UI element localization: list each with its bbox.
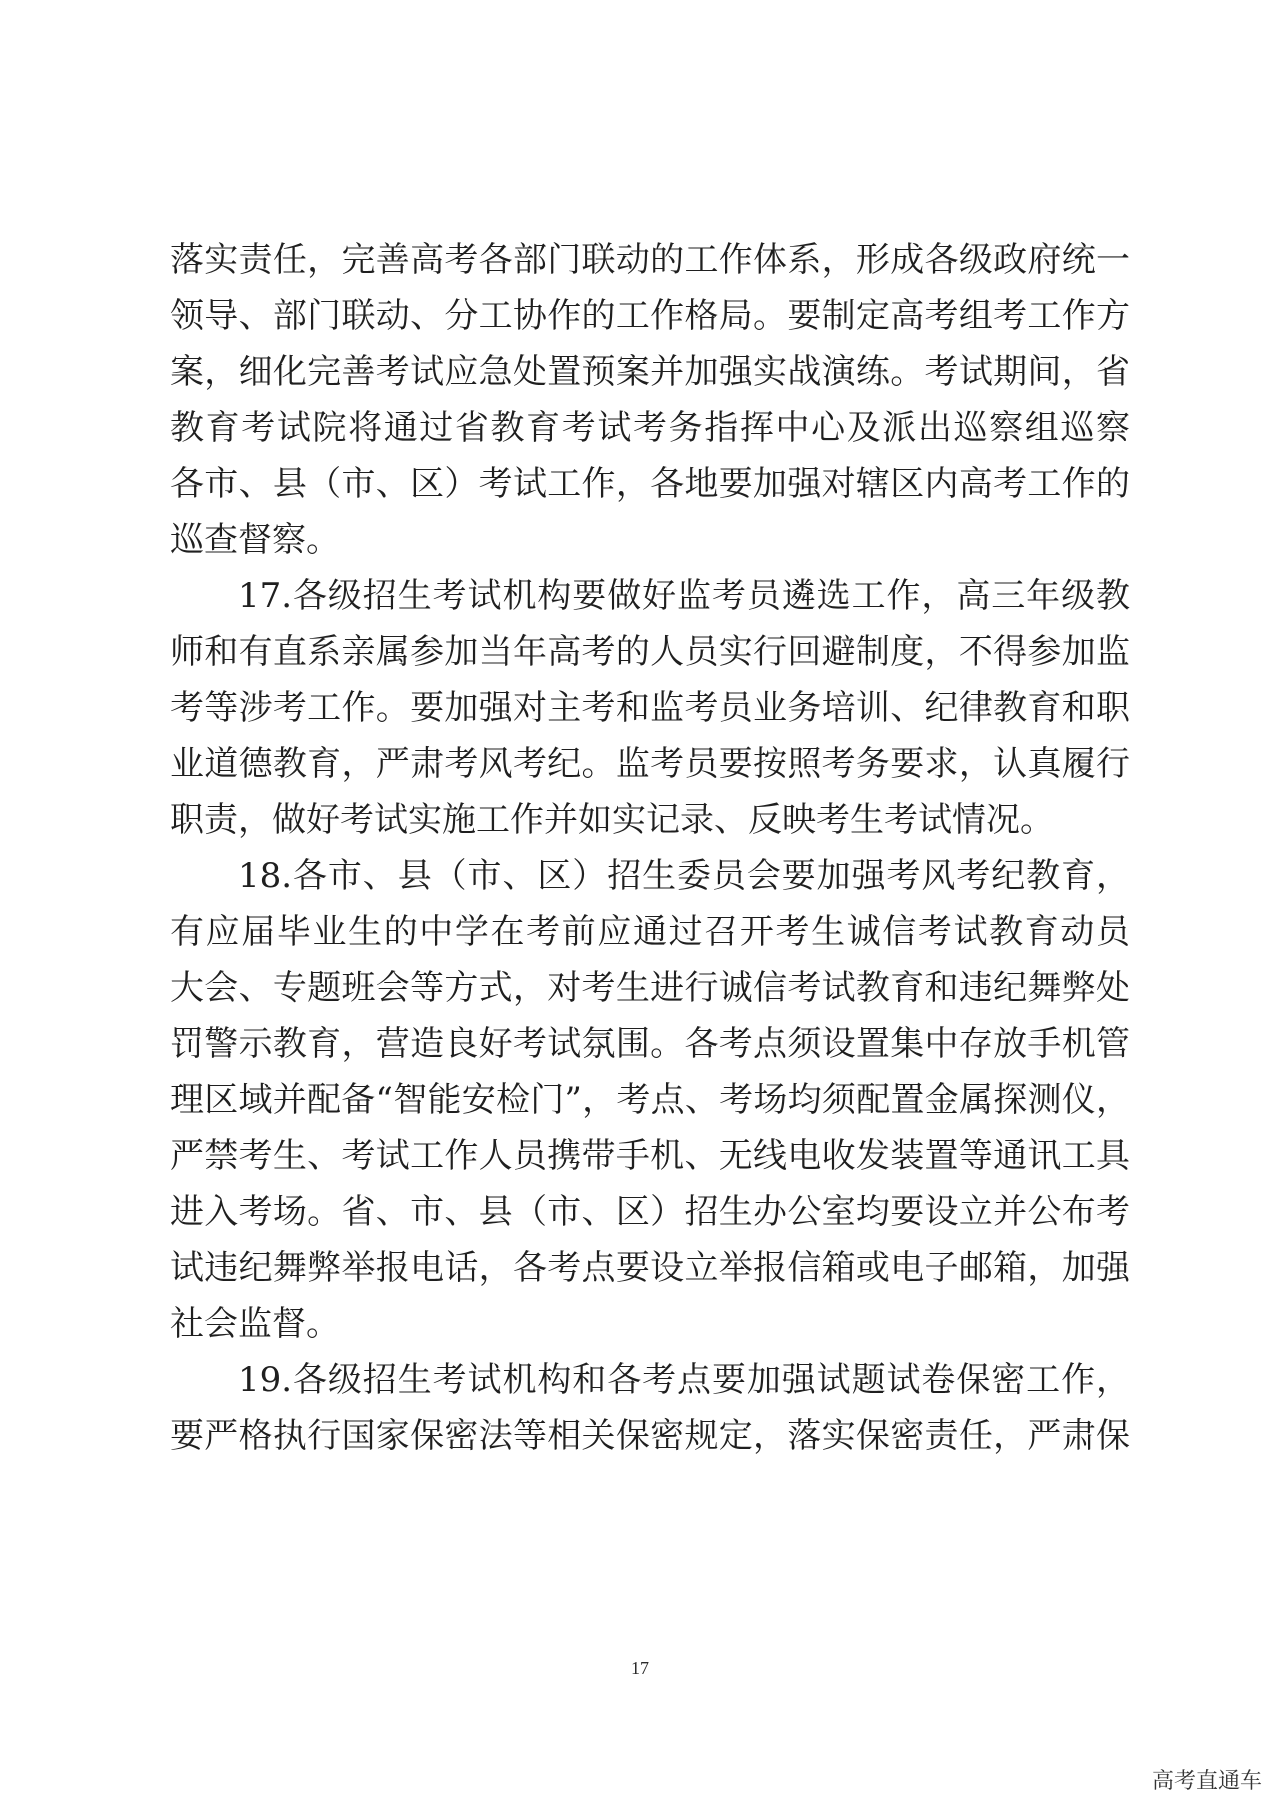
text-line: 师和有直系亲属参加当年高考的人员实行回避制度，不得参加监 xyxy=(170,632,1130,672)
text-line: 要严格执行国家保密法等相关保密规定，落实保密责任，严肃保 xyxy=(170,1416,1130,1456)
watermark: 高考直通车 xyxy=(1151,1769,1262,1794)
text-line: 考等涉考工作。要加强对主考和监考员业务培训、纪律教育和职 xyxy=(170,688,1130,728)
text-line: 巡查督察。 xyxy=(170,520,340,560)
paragraph-18-first-line: 18.各市、县（市、区）招生委员会要加强考风考纪教育， xyxy=(238,856,1130,896)
text-line: 罚警示教育，营造良好考试氛围。各考点须设置集中存放手机管 xyxy=(170,1024,1130,1064)
body-text xyxy=(170,232,1130,1464)
text-line: 教育考试院将通过省教育考试考务指挥中心及派出巡察组巡察 xyxy=(170,408,1130,448)
text-line: 业道德教育，严肃考风考纪。监考员要按照考务要求，认真履行 xyxy=(170,744,1130,784)
text-line: 各市、县（市、区）考试工作，各地要加强对辖区内高考工作的 xyxy=(170,464,1130,504)
paragraph-19-first-line: 19.各级招生考试机构和各考点要加强试题试卷保密工作， xyxy=(238,1360,1130,1400)
text-line: 严禁考生、考试工作人员携带手机、无线电收发装置等通讯工具 xyxy=(170,1136,1130,1176)
text-line: 理区域并配备“智能安检门”，考点、考场均须配置金属探测仪， xyxy=(170,1080,1130,1120)
text-line: 落实责任，完善高考各部门联动的工作体系，形成各级政府统一 xyxy=(170,240,1130,280)
paragraph-17-first-line: 17.各级招生考试机构要做好监考员遴选工作，高三年级教 xyxy=(238,576,1130,616)
page-number: 17 xyxy=(631,1658,649,1678)
text-line: 职责，做好考试实施工作并如实记录、反映考生考试情况。 xyxy=(170,800,1054,840)
text-line: 案，细化完善考试应急处置预案并加强实战演练。考试期间，省 xyxy=(170,352,1130,392)
text-line: 社会监督。 xyxy=(170,1304,340,1344)
text-line: 有应届毕业生的中学在考前应通过召开考生诚信考试教育动员 xyxy=(170,912,1130,952)
text-line: 大会、专题班会等方式，对考生进行诚信考试教育和违纪舞弊处 xyxy=(170,968,1130,1008)
text-line: 进入考场。省、市、县（市、区）招生办公室均要设立并公布考 xyxy=(170,1192,1130,1232)
text-line: 领导、部门联动、分工协作的工作格局。要制定高考组考工作方 xyxy=(170,296,1130,336)
text-line: 试违纪舞弊举报电话，各考点要设立举报信箱或电子邮箱，加强 xyxy=(170,1248,1130,1288)
